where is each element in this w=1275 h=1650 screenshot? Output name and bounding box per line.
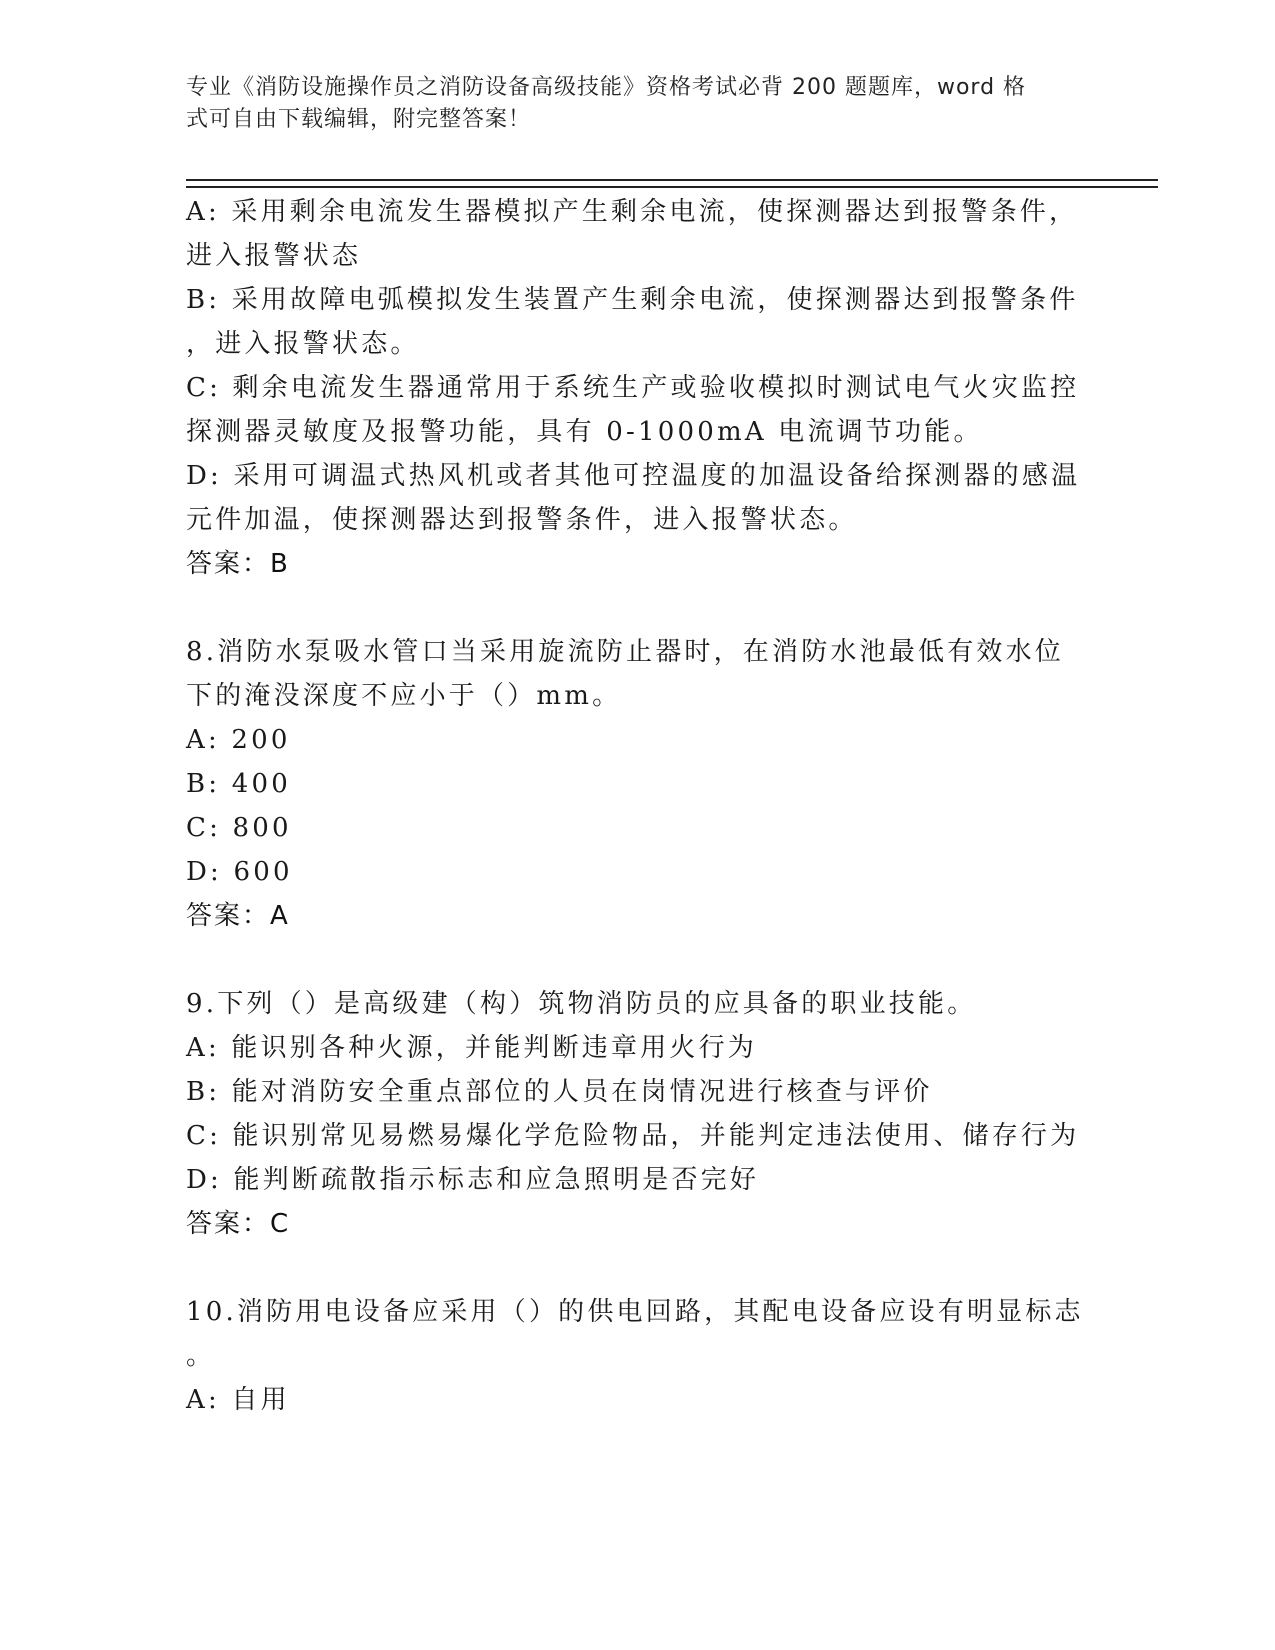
- q7-option-c-line-1: C: 剩余电流发生器通常用于系统生产或验收模拟时测试电气火灾监控: [186, 373, 1080, 403]
- q10-stem-line-2: 。: [186, 1341, 216, 1371]
- q9-stem: 9.下列（）是高级建（构）筑物消防员的应具备的职业技能。: [186, 989, 977, 1019]
- header-divider-bottom: [186, 186, 1158, 188]
- q7-option-c-line-2: 探测器灵敏度及报警功能，具有 0-1000mA 电流调节功能。: [186, 417, 983, 447]
- q8-answer: 答案：A: [186, 901, 290, 931]
- q9-option-d: D: 能判断疏散指示标志和应急照明是否完好: [186, 1165, 760, 1195]
- q8-stem-line-2: 下的淹没深度不应小于（）mm。: [186, 681, 622, 711]
- document-header: [186, 72, 1066, 136]
- q9-option-c: C: 能识别常见易燃易爆化学危险物品，并能判定违法使用、储存行为: [186, 1121, 1080, 1151]
- q8-option-d: D: 600: [186, 857, 293, 887]
- q9-answer: 答案：C: [186, 1209, 291, 1239]
- q7-option-b-line-1: B: 采用故障电弧模拟发生装置产生剩余电流，使探测器达到报警条件: [186, 285, 1079, 315]
- q7-option-a-line-1: A: 采用剩余电流发生器模拟产生剩余电流，使探测器达到报警条件，: [186, 197, 1079, 227]
- q9-option-b: B: 能对消防安全重点部位的人员在岗情况进行核查与评价: [186, 1077, 933, 1107]
- q8-option-b: B: 400: [186, 769, 291, 799]
- q7-option-b-line-2: ，进入报警状态。: [186, 329, 420, 359]
- q10-option-a: A: 自用: [186, 1385, 290, 1415]
- q9-option-a: A: 能识别各种火源，并能判断违章用火行为: [186, 1033, 758, 1063]
- q8-option-a: A: 200: [186, 725, 291, 755]
- header-line-1: 专业《消防设施操作员之消防设备高级技能》资格考试必背 200 题题库，word 格: [186, 75, 1027, 100]
- q7-option-a-line-2: 进入报警状态: [186, 241, 362, 271]
- q7-option-d-line-2: 元件加温，使探测器达到报警条件，进入报警状态。: [186, 505, 858, 535]
- q10-stem-line-1: 10.消防用电设备应采用（）的供电回路，其配电设备应设有明显标志: [186, 1297, 1084, 1327]
- q8-option-c: C: 800: [186, 813, 292, 843]
- q8-stem-line-1: 8.消防水泵吸水管口当采用旋流防止器时，在消防水池最低有效水位: [186, 637, 1065, 667]
- header-line-2: 式可自由下载编辑，附完整答案！: [186, 107, 532, 132]
- q7-option-d-line-1: D: 采用可调温式热风机或者其他可控温度的加温设备给探测器的感温: [186, 461, 1081, 491]
- q7-answer: 答案：B: [186, 549, 290, 579]
- header-divider-top: [186, 179, 1158, 181]
